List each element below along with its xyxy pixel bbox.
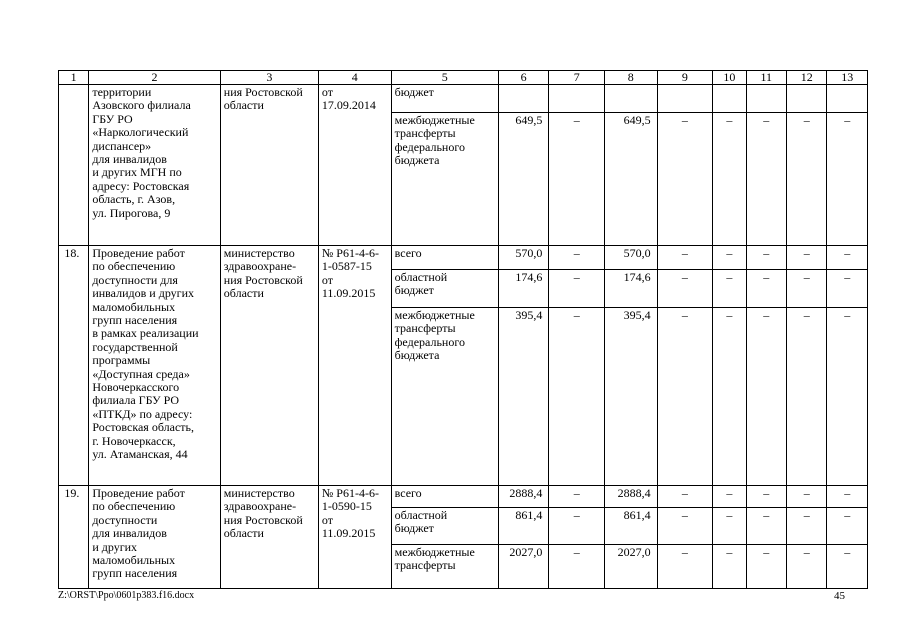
document-table	[58, 70, 868, 589]
value-cell: –	[713, 113, 746, 246]
value-cell: 861,4	[605, 508, 658, 545]
value-cell	[498, 85, 549, 113]
value-cell: –	[746, 246, 786, 270]
funding-source-cell: областной бюджет	[391, 508, 498, 545]
object-name-cell: территории Азовского филиала ГБУ РО «Наркологический диспансер» для инвалидов и других МГН по адресу: Ростовская область, г. Азов, ул. Пирогова, 9	[89, 85, 220, 246]
value-cell: –	[827, 113, 868, 246]
value-cell: –	[827, 246, 868, 270]
value-cell: –	[713, 270, 746, 308]
value-cell: –	[657, 246, 713, 270]
page-number: 45	[834, 590, 845, 602]
header-cell: 11	[746, 71, 786, 85]
header-cell: 8	[605, 71, 658, 85]
value-cell: –	[787, 545, 827, 589]
header-cell: 3	[220, 71, 318, 85]
value-cell	[605, 85, 658, 113]
customer-cell: министерство здравоохране- ния Ростовской области	[220, 486, 318, 589]
agreement-cell: № Р61-4-6- 1-0587-15 от 11.09.2015	[318, 246, 391, 486]
value-cell: –	[746, 113, 786, 246]
value-cell: 649,5	[498, 113, 549, 246]
value-cell: –	[746, 486, 786, 508]
value-cell: –	[549, 486, 605, 508]
value-cell: –	[657, 545, 713, 589]
value-cell: 2027,0	[605, 545, 658, 589]
value-cell	[746, 85, 786, 113]
value-cell: –	[827, 545, 868, 589]
value-cell: –	[549, 545, 605, 589]
value-cell: 395,4	[605, 308, 658, 486]
value-cell: –	[787, 508, 827, 545]
agreement-cell: № Р61-4-6- 1-0590-15 от 11.09.2015	[318, 486, 391, 589]
customer-cell: ния Ростовской области	[220, 85, 318, 246]
row-number-cell: 19.	[59, 486, 89, 589]
value-cell: –	[746, 308, 786, 486]
value-cell: –	[713, 308, 746, 486]
header-cell: 7	[549, 71, 605, 85]
agreement-cell: от 17.09.2014	[318, 85, 391, 246]
value-cell: 570,0	[605, 246, 658, 270]
value-cell: –	[657, 113, 713, 246]
value-cell	[787, 85, 827, 113]
value-cell: –	[657, 508, 713, 545]
value-cell: 2888,4	[605, 486, 658, 508]
value-cell	[657, 85, 713, 113]
funding-source-cell: всего	[391, 246, 498, 270]
funding-source-cell: межбюджетные трансферты федерального бюджета	[391, 308, 498, 486]
funding-source-cell: областной бюджет	[391, 270, 498, 308]
object-name-cell: Проведение работ по обеспечению доступности для инвалидов и других маломобильных групп населения в рамках реализации государственной программы «Доступная среда» Новочеркасского филиала ГБУ РО «ПТКД» по адресу: Ростовская область, г. Новочеркасск, ул. Атаманская, 44	[89, 246, 220, 486]
funding-source-cell: бюджет	[391, 85, 498, 113]
value-cell: 861,4	[498, 508, 549, 545]
header-cell: 2	[89, 71, 220, 85]
header-cell: 6	[498, 71, 549, 85]
table-row	[59, 246, 868, 270]
header-cell: 9	[657, 71, 713, 85]
value-cell: 395,4	[498, 308, 549, 486]
value-cell: 2888,4	[498, 486, 549, 508]
header-cell: 10	[713, 71, 746, 85]
value-cell: –	[549, 308, 605, 486]
value-cell: –	[827, 508, 868, 545]
value-cell: –	[549, 113, 605, 246]
value-cell: –	[827, 486, 868, 508]
value-cell: –	[657, 270, 713, 308]
customer-cell: министерство здравоохране- ния Ростовской области	[220, 246, 318, 486]
value-cell	[827, 85, 868, 113]
row-number-cell: 18.	[59, 246, 89, 486]
header-cell: 13	[827, 71, 868, 85]
value-cell: 174,6	[605, 270, 658, 308]
value-cell: –	[746, 545, 786, 589]
value-cell: –	[787, 270, 827, 308]
value-cell: –	[549, 508, 605, 545]
value-cell: 649,5	[605, 113, 658, 246]
row-number-cell	[59, 85, 89, 246]
header-cell: 4	[318, 71, 391, 85]
value-cell	[549, 85, 605, 113]
table-header-row	[59, 71, 868, 85]
funding-source-cell: межбюджетные трансферты федерального бюджета	[391, 113, 498, 246]
value-cell: 174,6	[498, 270, 549, 308]
value-cell: 570,0	[498, 246, 549, 270]
value-cell: –	[746, 270, 786, 308]
value-cell: –	[713, 246, 746, 270]
value-cell: –	[827, 308, 868, 486]
value-cell: –	[657, 486, 713, 508]
value-cell: 2027,0	[498, 545, 549, 589]
value-cell: –	[746, 508, 786, 545]
funding-source-cell: межбюджетные трансферты	[391, 545, 498, 589]
value-cell: –	[713, 545, 746, 589]
table-row	[59, 85, 868, 113]
value-cell: –	[549, 270, 605, 308]
value-cell: –	[657, 308, 713, 486]
value-cell: –	[787, 246, 827, 270]
header-cell: 12	[787, 71, 827, 85]
value-cell: –	[713, 508, 746, 545]
file-path: Z:\ORST\Ppo\0601p383.f16.docx	[58, 590, 195, 601]
value-cell: –	[787, 113, 827, 246]
header-cell: 5	[391, 71, 498, 85]
value-cell: –	[787, 486, 827, 508]
object-name-cell: Проведение работ по обеспечению доступности для инвалидов и других маломобильных групп населения	[89, 486, 220, 589]
header-cell: 1	[59, 71, 89, 85]
value-cell: –	[549, 246, 605, 270]
value-cell: –	[787, 308, 827, 486]
value-cell	[713, 85, 746, 113]
table-row	[59, 486, 868, 508]
value-cell: –	[827, 270, 868, 308]
funding-source-cell: всего	[391, 486, 498, 508]
value-cell: –	[713, 486, 746, 508]
